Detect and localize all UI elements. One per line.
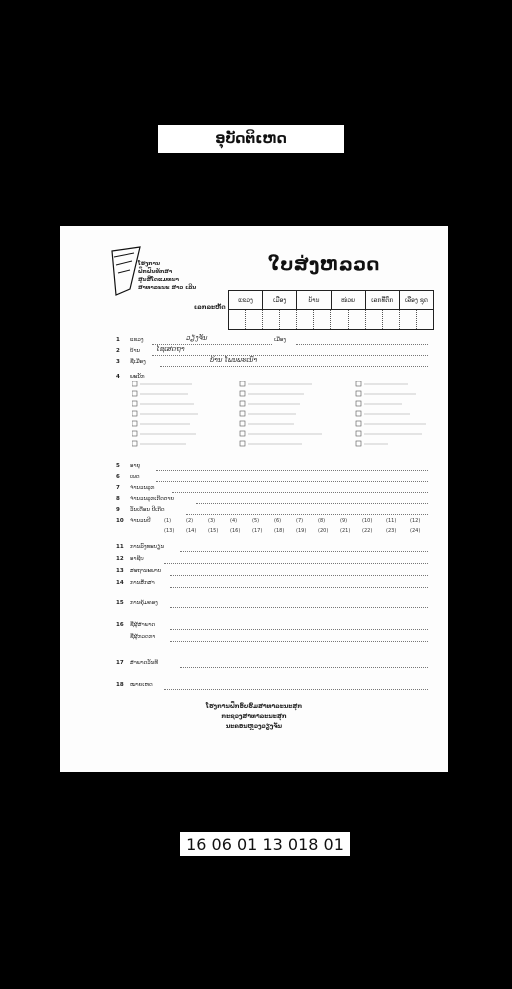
grid-cell: (11)	[386, 518, 397, 524]
field-label-occupation: ອາຊີບ	[130, 556, 144, 562]
row-number: 6	[116, 474, 120, 480]
footer-line: ນະຄອນຫຼວງວຽງຈັນ	[225, 723, 283, 730]
field-label-management: ການຄຸ້ມຄອງ	[130, 600, 158, 606]
field-label-staff: ພະນັກ	[130, 374, 145, 380]
field-label-years: ຈຳນວນປີ	[130, 518, 151, 524]
row-number: 16	[116, 622, 124, 628]
grid-cell: (13)	[164, 528, 175, 534]
code-table	[228, 290, 434, 330]
field-label-status: ສະຖານະພາບ	[130, 568, 162, 574]
grid-cell: (20)	[318, 528, 329, 534]
grid-cell: (17)	[252, 528, 263, 534]
form-footer	[60, 702, 448, 732]
row-number: 8	[116, 496, 120, 502]
grid-cell: (21)	[340, 528, 351, 534]
row-number: 7	[116, 485, 120, 491]
code-column-header: ເລກທີ່ຕຶກ	[366, 291, 400, 309]
handwritten-village: ໄຊເສດຖາ	[156, 345, 185, 353]
org-line: ສູນສືໂດແມທນາ	[138, 277, 180, 283]
row-number: 13	[116, 568, 124, 574]
field-label-birth-date: ວັນເດືອນ ປີເກີດ	[130, 507, 165, 513]
form-title: ໃບສ່ງຫລວດ	[268, 254, 380, 275]
field-label-supervisor: ຊື່ຜູ້ກວດກາ	[130, 634, 156, 640]
code-column-header: ແຂວງ	[229, 291, 263, 309]
field-label-education: ການສຶກສາ	[130, 580, 155, 586]
grid-cell: (1)	[164, 518, 172, 524]
field-label-interview-date: ສຳພາດວັນທີ	[130, 660, 158, 666]
grid-cell: (24)	[410, 528, 421, 534]
grid-cell: (18)	[274, 528, 285, 534]
row-number: 12	[116, 556, 124, 562]
grid-cell: (8)	[318, 518, 326, 524]
field-label-registration: ການລົງທະບຽນ	[130, 544, 165, 550]
code-column-header: ບ້ານ	[297, 291, 331, 309]
grid-cell: (19)	[296, 528, 307, 534]
field-label-interviewer: ຊື່ຜູ້ສຳພາດ	[130, 622, 156, 628]
org-line: ໂຮງການ	[138, 261, 160, 267]
grid-cell: (10)	[362, 518, 373, 524]
grid-cell: (2)	[186, 518, 194, 524]
footer-line: ໂຮງການຝຶກອົບຮົມສາທາລະນະສຸກ	[205, 703, 303, 710]
code-label: ເລກລະຫັດ	[194, 304, 226, 311]
field-label-remarks: ໝາຍເຫດ	[130, 682, 153, 688]
field-label-stillbirths: ຈຳນວນລູກເກີດຕາຍ	[130, 496, 175, 502]
row-number: 10	[116, 518, 124, 524]
org-line: ຝຶກຝົນທັກສາ	[138, 269, 173, 275]
document-id-label: 16 06 01 13 018 01	[180, 832, 350, 856]
field-label-district: ເມືອງ	[274, 337, 287, 343]
field-label-sex: ເພດ	[130, 474, 140, 480]
field-label-name: ຊື່ເມືອງ	[130, 359, 146, 365]
field-label-province: ແຂວງ	[130, 337, 144, 343]
code-column-header: ເລືອງ ຊຸດ	[405, 296, 428, 304]
grid-cell: (5)	[252, 518, 260, 524]
row-number: 1	[116, 337, 120, 343]
grid-cell: (3)	[208, 518, 216, 524]
organization-block	[138, 260, 196, 292]
grid-cell: (23)	[386, 528, 397, 534]
grid-cell: (9)	[340, 518, 348, 524]
grid-cell: (14)	[186, 528, 197, 534]
handwritten-name: ບ້ານ ໂພນພະເນົາ	[210, 356, 258, 364]
row-number: 5	[116, 463, 120, 469]
grid-cell: (7)	[296, 518, 304, 524]
grid-cell: (16)	[230, 528, 241, 534]
header-label: ອຸບັດຕິເຫດ	[158, 125, 344, 153]
field-label-village: ບ້ານ	[130, 348, 141, 354]
row-number: 9	[116, 507, 120, 513]
grid-cell: (22)	[362, 528, 373, 534]
field-label-age: ອາຍຸ	[130, 463, 141, 469]
code-cells[interactable]	[229, 310, 433, 329]
row-number: 17	[116, 660, 124, 666]
row-number: 18	[116, 682, 124, 688]
form-paper	[60, 226, 448, 772]
grid-cell: (15)	[208, 528, 219, 534]
org-line: ສາທາລະນະ ສາວ ເລີນ	[138, 285, 197, 291]
handwritten-province: ວຽງຈັນ	[186, 334, 208, 342]
row-number: 14	[116, 580, 124, 586]
row-number: 2	[116, 348, 120, 354]
grid-cell: (6)	[274, 518, 282, 524]
footer-line: ກະຊວງສາທາລະນະສຸກ	[221, 713, 287, 720]
row-number: 3	[116, 359, 120, 365]
grid-cell: (4)	[230, 518, 238, 524]
grid-cell: (12)	[410, 518, 421, 524]
code-column-header: ໜ່ວຍ	[332, 291, 366, 309]
row-number: 4	[116, 374, 120, 380]
options-grid	[132, 381, 432, 451]
row-number: 15	[116, 600, 124, 606]
code-column-header: ເມືອງ	[263, 291, 297, 309]
row-number: 11	[116, 544, 124, 550]
field-label-children: ຈຳນວນລູກ	[130, 485, 155, 491]
